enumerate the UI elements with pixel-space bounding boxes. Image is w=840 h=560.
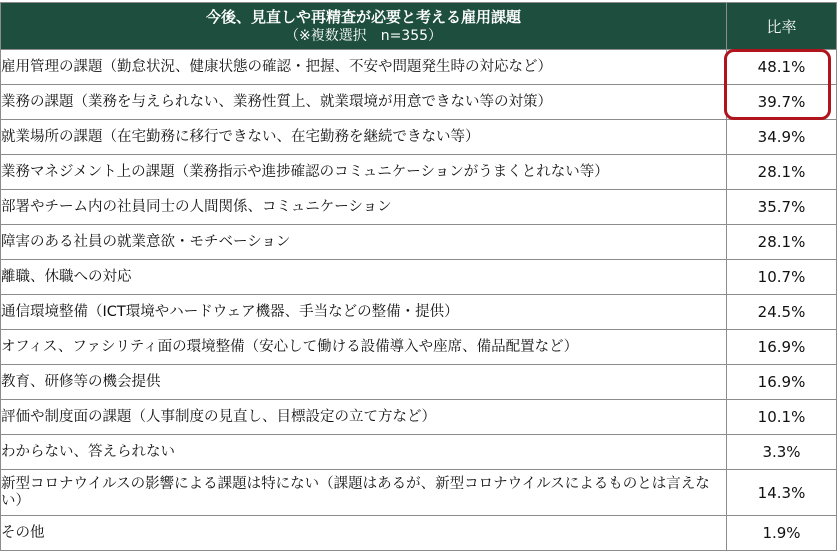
table-row — [1, 85, 837, 120]
header-title-cell — [1, 3, 727, 50]
row-rate-value: 10.1% — [727, 400, 837, 435]
row-item-label: 業務の課題（業務を与えられない、業務性質上、就業環境が用意できない等の対策） — [1, 85, 727, 120]
table-row — [1, 435, 837, 470]
rate-column-header: 比率 — [727, 3, 837, 50]
row-rate-value: 39.7% — [727, 85, 837, 120]
table-row — [1, 330, 837, 365]
row-item-label: 部署やチーム内の社員同士の人間関係、コミュニケーション — [1, 190, 727, 225]
table-row — [1, 295, 837, 330]
table-row — [1, 50, 837, 85]
row-rate-value: 10.7% — [727, 260, 837, 295]
row-item-label: 離職、休職への対応 — [1, 260, 727, 295]
row-item-label: 通信環境整備（ICT環境やハードウェア機器、手当などの整備・提供） — [1, 295, 727, 330]
table-title: 今後、見直しや再精査が必要と考える雇用課題 — [205, 7, 521, 26]
table-subtitle: （※複数選択 n=355） — [284, 27, 443, 44]
row-rate-value: 48.1% — [727, 50, 837, 85]
row-rate-value: 1.9% — [727, 516, 837, 551]
header-row — [1, 3, 837, 50]
row-rate-value: 3.3% — [727, 435, 837, 470]
row-rate-value: 34.9% — [727, 120, 837, 155]
row-item-label: 新型コロナウイルスの影響による課題は特にない（課題はあるが、新型コロナウイルスによるものとは言えない） — [1, 470, 727, 516]
row-item-label: わからない、答えられない — [1, 435, 727, 470]
row-rate-value: 24.5% — [727, 295, 837, 330]
row-item-label: 業務マネジメント上の課題（業務指示や進捗確認のコミュニケーションがうまくとれない等） — [1, 155, 727, 190]
row-item-label: 評価や制度面の課題（人事制度の見直し、目標設定の立て方など） — [1, 400, 727, 435]
row-rate-value: 28.1% — [727, 225, 837, 260]
row-rate-value: 28.1% — [727, 155, 837, 190]
table-row — [1, 155, 837, 190]
row-rate-value: 35.7% — [727, 190, 837, 225]
survey-table — [0, 2, 837, 551]
table-row — [1, 470, 837, 516]
row-item-label: 教育、研修等の機会提供 — [1, 365, 727, 400]
row-rate-value: 16.9% — [727, 365, 837, 400]
row-item-label: 雇用管理の課題（勤怠状況、健康状態の確認・把握、不安や問題発生時の対応など） — [1, 50, 727, 85]
row-item-label: その他 — [1, 516, 727, 551]
row-item-label: 就業場所の課題（在宅勤務に移行できない、在宅勤務を継続できない等） — [1, 120, 727, 155]
row-rate-value: 16.9% — [727, 330, 837, 365]
table-row — [1, 260, 837, 295]
table-row — [1, 365, 837, 400]
row-rate-value: 14.3% — [727, 470, 837, 516]
table-row — [1, 190, 837, 225]
row-item-label: 障害のある社員の就業意欲・モチベーション — [1, 225, 727, 260]
table-row — [1, 516, 837, 551]
table-row — [1, 120, 837, 155]
table-row — [1, 400, 837, 435]
row-item-label: オフィス、ファシリティ面の環境整備（安心して働ける設備導入や座席、備品配置など） — [1, 330, 727, 365]
table-row — [1, 225, 837, 260]
